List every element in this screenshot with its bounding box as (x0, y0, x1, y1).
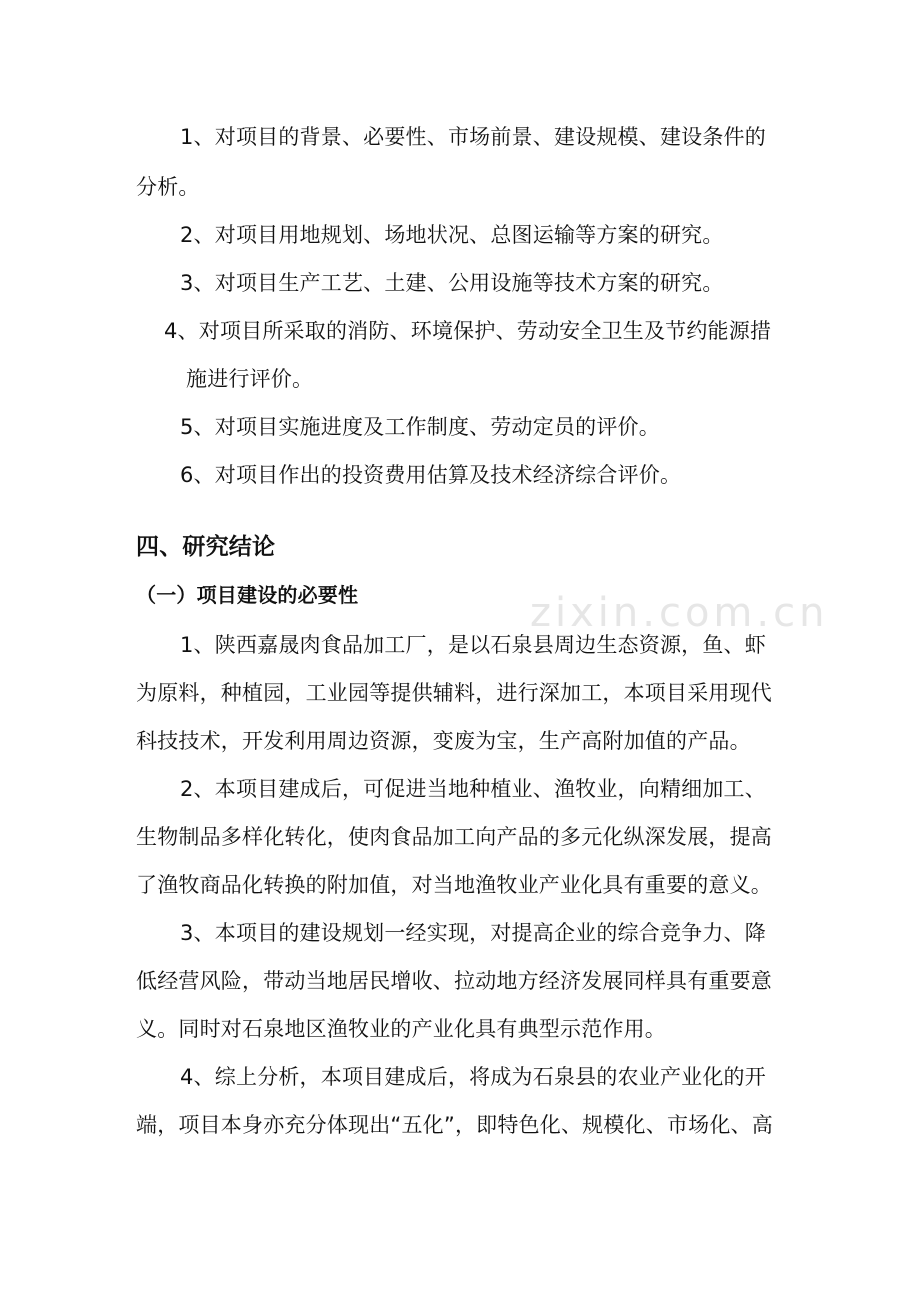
list-item-1-line-2: 分析。 (136, 175, 200, 199)
paragraph-1-line-2: 为原料，种植园，工业园等提供辅料，进行深加工，本项目采用现代 (136, 681, 772, 705)
section-subheading: （一）项目建设的必要性 (136, 583, 359, 607)
paragraph-4-line-2: 端，项目本身亦充分体现出“五化”，即特色化、规模化、市场化、高 (136, 1113, 773, 1137)
list-item-5: 5、对项目实施进度及工作制度、劳动定员的评价。 (180, 415, 660, 439)
list-item-2: 2、对项目用地规划、场地状况、总图运输等方案的研究。 (180, 223, 724, 247)
paragraph-3-line-3: 义。同时对石泉地区渔牧业的产业化具有典型示范作用。 (136, 1017, 666, 1041)
list-item-4-line-2: 施进行评价。 (186, 367, 314, 391)
paragraph-1-line-1: 1、陕西嘉晟肉食品加工厂，是以石泉县周边生态资源，鱼、虾 (180, 633, 766, 657)
list-item-3: 3、对项目生产工艺、土建、公用设施等技术方案的研究。 (180, 271, 724, 295)
list-item-6: 6、对项目作出的投资费用估算及技术经济综合评价。 (180, 463, 682, 487)
paragraph-2-line-3: 了渔牧商品化转换的附加值，对当地渔牧业产业化具有重要的意义。 (136, 873, 772, 897)
paragraph-2-line-1: 2、本项目建成后，可促进当地种植业、渔牧业，向精细加工、 (180, 777, 766, 801)
paragraph-4-line-1: 4、综上分析，本项目建成后，将成为石泉县的农业产业化的开 (180, 1065, 766, 1089)
watermark: zixin.com.cn (530, 590, 829, 636)
paragraph-3-line-1: 3、本项目的建设规划一经实现，对提高企业的综合竞争力、降 (180, 921, 766, 945)
list-item-4-line-1: 4、对项目所采取的消防、环境保护、劳动安全卫生及节约能源措 (164, 319, 772, 343)
paragraph-2-line-2: 生物制品多样化转化，使肉食品加工向产品的多元化纵深发展，提高 (136, 825, 772, 849)
section-heading: 四、研究结论 (136, 534, 276, 560)
list-item-1-line-1: 1、对项目的背景、必要性、市场前景、建设规模、建设条件的 (180, 125, 766, 149)
paragraph-3-line-2: 低经营风险，带动当地居民增收、拉动地方经济发展同样具有重要意 (136, 969, 772, 993)
paragraph-1-line-3: 科技技术，开发利用周边资源，变废为宝，生产高附加值的产品。 (136, 729, 751, 753)
